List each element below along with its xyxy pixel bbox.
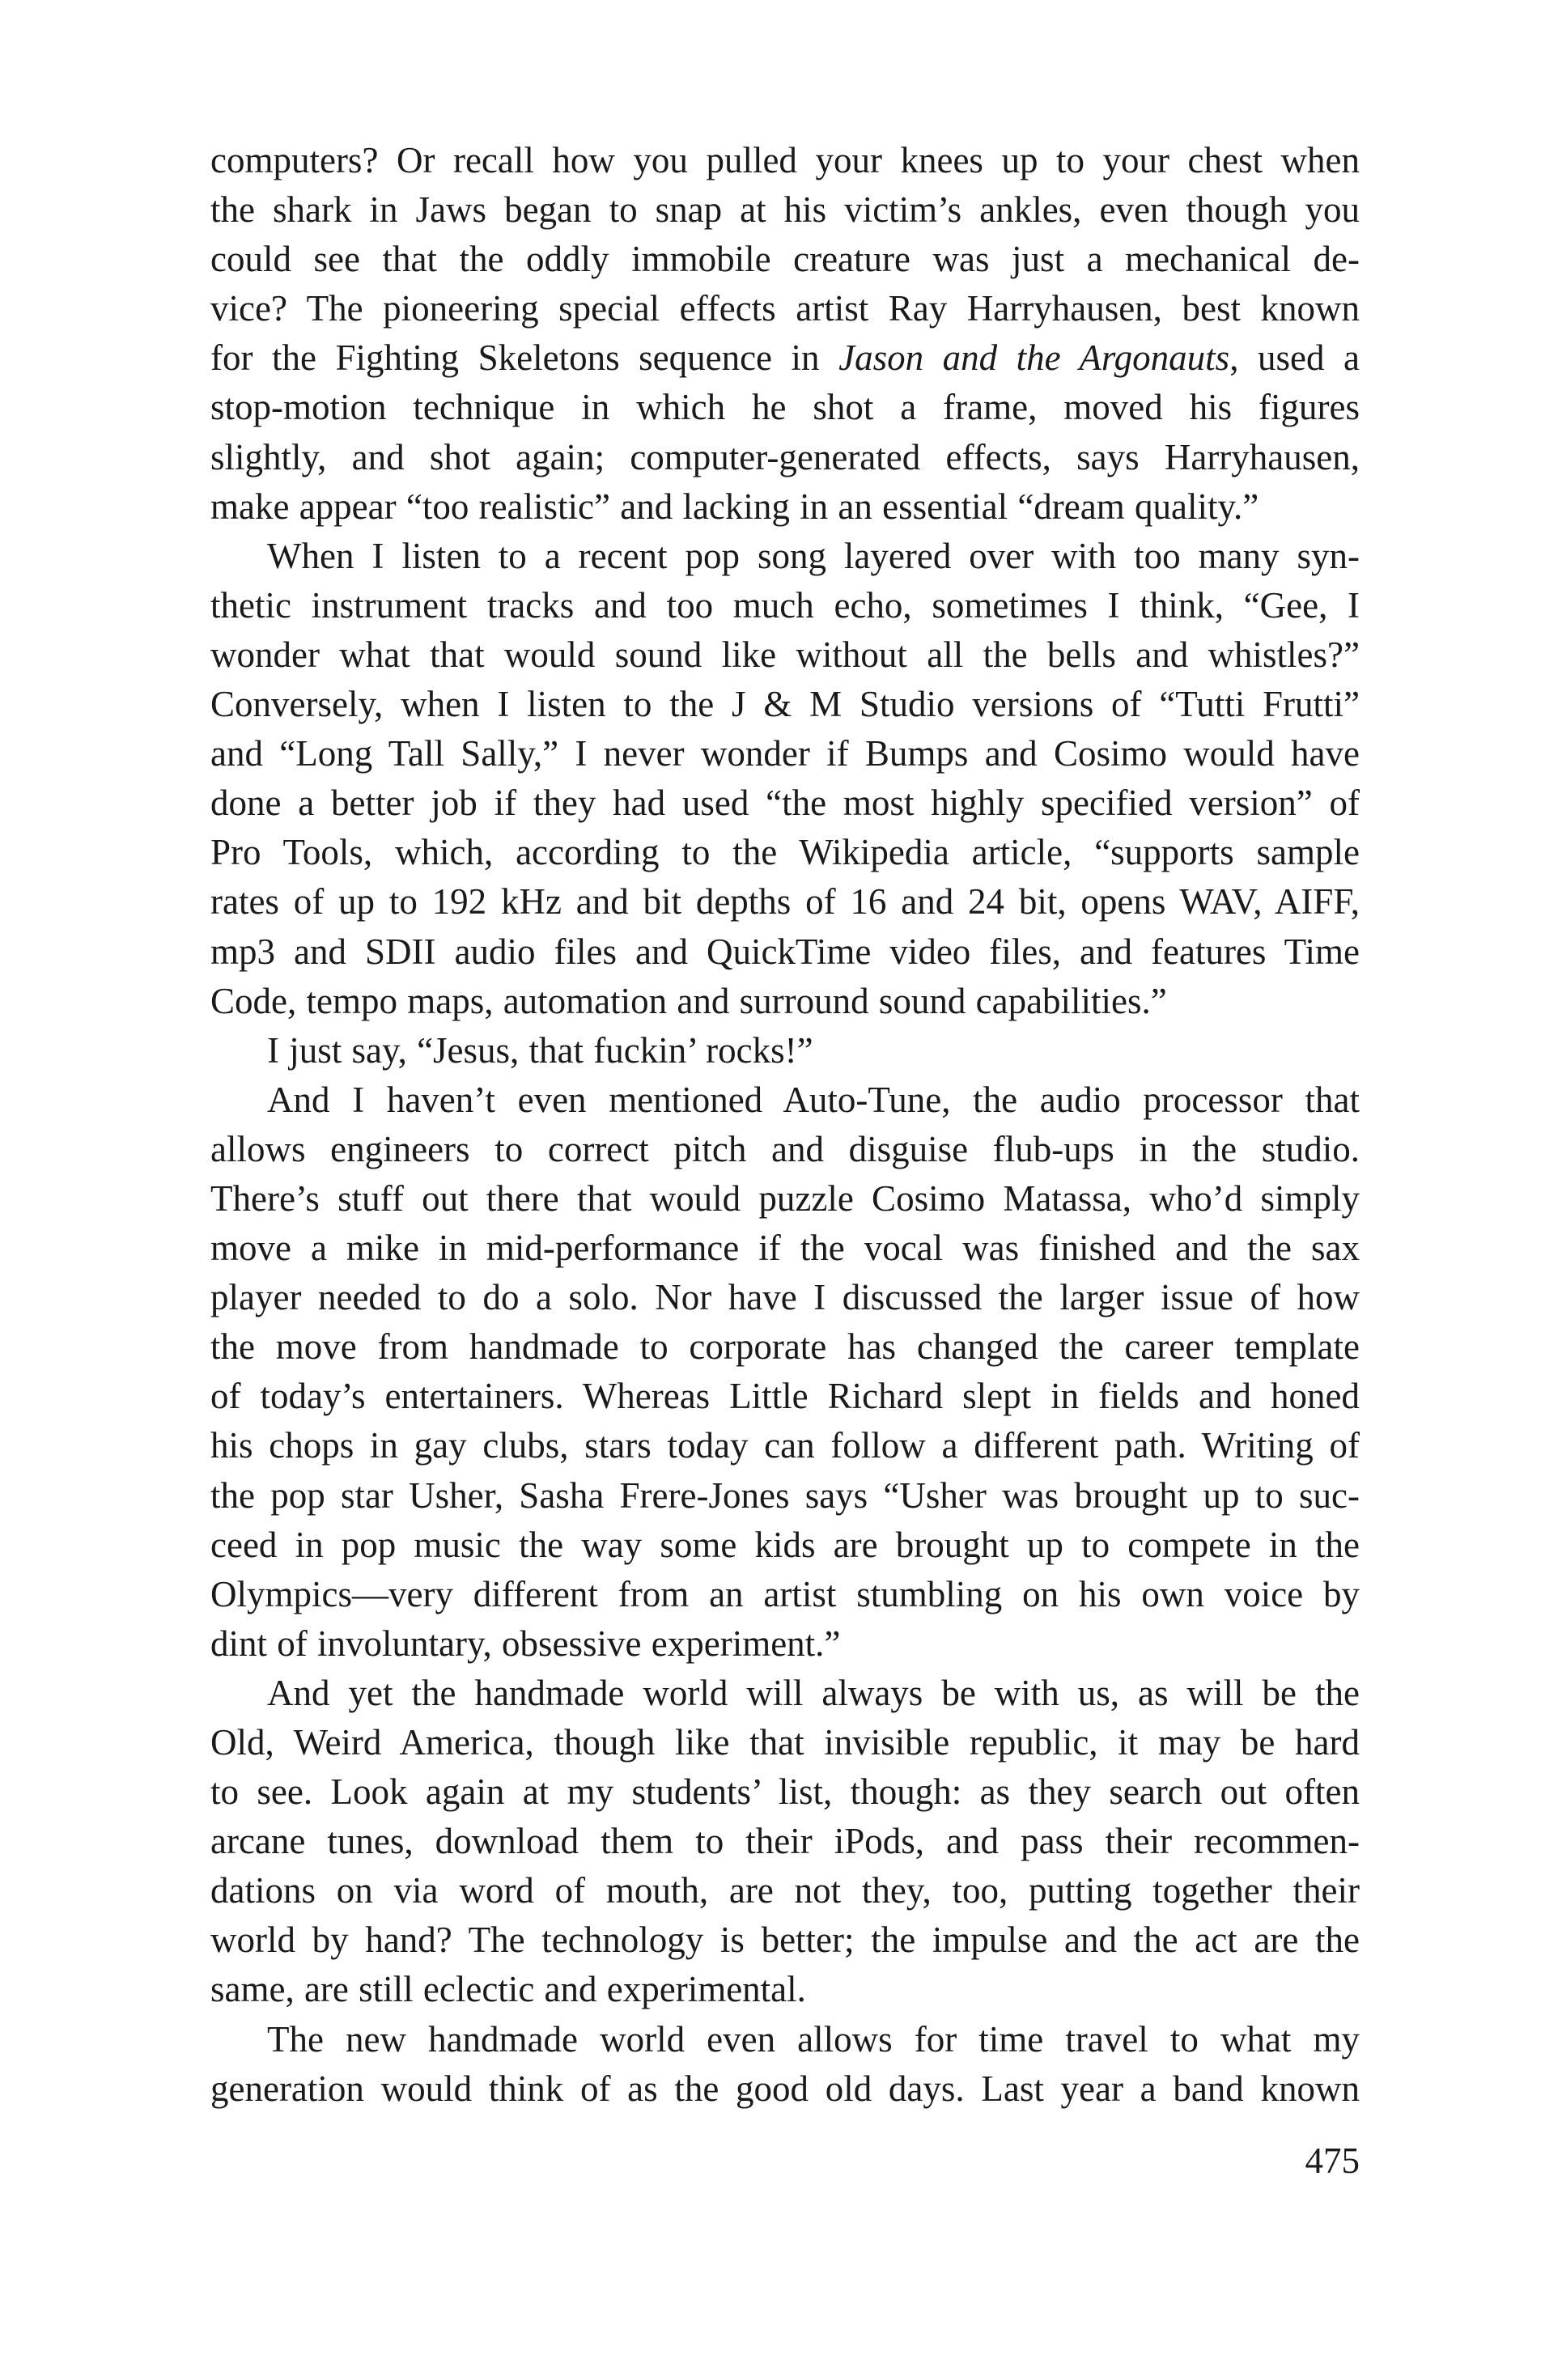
text-line: vice? The pioneering special effects artist Ray Harryhausen, best known	[210, 288, 1360, 329]
text-line: his chops in gay clubs, stars today can follow a different path. Writing of	[210, 1425, 1360, 1466]
text-line: wonder what that would sound like without all the bells and whistles?”	[210, 634, 1360, 675]
text-line: stop-motion technique in which he shot a frame, moved his figures	[210, 387, 1360, 428]
text-line: thetic instrument tracks and too much echo, sometimes I think, “Gee, I	[210, 584, 1360, 626]
text-line: to see. Look again at my students’ list, though: as they search out often	[210, 1771, 1360, 1813]
text-line: The new handmade world even allows for time travel to what my	[267, 2018, 1360, 2060]
text-line: Pro Tools, which, according to the Wikipedia article, “supports sample	[210, 832, 1360, 873]
film-title: Jason and the Argonauts	[838, 337, 1230, 379]
text-line: Conversely, when I listen to the J & M Studio versions of “Tutti Frutti”	[210, 684, 1360, 725]
text-line: computers? Or recall how you pulled your knees up to your chest when	[210, 140, 1360, 180]
text-line: dint of involuntary, obsessive experiment.”	[210, 1623, 841, 1664]
page-number: 475	[1305, 2140, 1360, 2181]
text-line: dations on via word of mouth, are not they, too, putting together their	[210, 1870, 1360, 1911]
text-line: generation would think of as the good old days. Last year a band known	[210, 2068, 1360, 2109]
text-line: the pop star Usher, Sasha Frere-Jones says “Usher was brought up to suc-	[210, 1474, 1360, 1516]
text-line: done a better job if they had used “the most highly specified version” of	[210, 783, 1360, 824]
text-line: arcane tunes, download them to their iPods, and pass their recommen-	[210, 1821, 1360, 1862]
text-line: There’s stuff out there that would puzzle Cosimo Matassa, who’d simply	[210, 1177, 1360, 1219]
body-text	[210, 136, 1360, 2114]
text-line: for the Fighting Skeletons sequence in Jason and the Argonauts, used a	[210, 337, 1360, 379]
text-line: allows engineers to correct pitch and disguise flub-ups in the studio.	[210, 1128, 1360, 1169]
text-line: mp3 and SDII audio files and QuickTime video files, and features Time	[210, 931, 1360, 972]
text-line: move a mike in mid-performance if the vocal was finished and the sax	[210, 1228, 1360, 1269]
text-line: the shark in Jaws began to snap at his victim’s ankles, even though you	[210, 189, 1360, 231]
text-line: And yet the handmade world will always be with us, as will be the	[267, 1672, 1360, 1713]
text-line: rates of up to 192 kHz and bit depths of 16 and 24 bit, opens WAV, AIFF,	[210, 881, 1360, 923]
text-line: of today’s entertainers. Whereas Little Richard slept in fields and honed	[210, 1376, 1360, 1417]
text-line: Old, Weird America, though like that invisible republic, it may be hard	[210, 1722, 1360, 1763]
text-line: make appear “too realistic” and lacking in an essential “dream quality.”	[210, 486, 1259, 527]
text-line: world by hand? The technology is better; the impulse and the act are the	[210, 1920, 1360, 1961]
text-line: And I haven’t even mentioned Auto-Tune, the audio processor that	[267, 1079, 1360, 1120]
text-line: same, are still eclectic and experimental.	[210, 1969, 806, 2010]
text-line: slightly, and shot again; computer-generated effects, says Harryhausen,	[210, 436, 1360, 477]
text-line: could see that the oddly immobile creature was just a mechanical de-	[210, 239, 1360, 280]
text-line: Olympics—very different from an artist stumbling on his own voice by	[210, 1573, 1360, 1614]
text-line: player needed to do a solo. Nor have I discussed the larger issue of how	[210, 1277, 1360, 1318]
text-line: Code, tempo maps, automation and surround sound capabilities.”	[210, 980, 1167, 1021]
text-line: ceed in pop music the way some kids are brought up to compete in the	[210, 1524, 1360, 1565]
text-line: and “Long Tall Sally,” I never wonder if Bumps and Cosimo would have	[210, 733, 1360, 774]
text-line: When I listen to a recent pop song layered over with too many syn-	[267, 535, 1360, 576]
text-line: the move from handmade to corporate has changed the career template	[210, 1326, 1360, 1368]
text-line: I just say, “Jesus, that fuckin’ rocks!”	[267, 1029, 813, 1071]
